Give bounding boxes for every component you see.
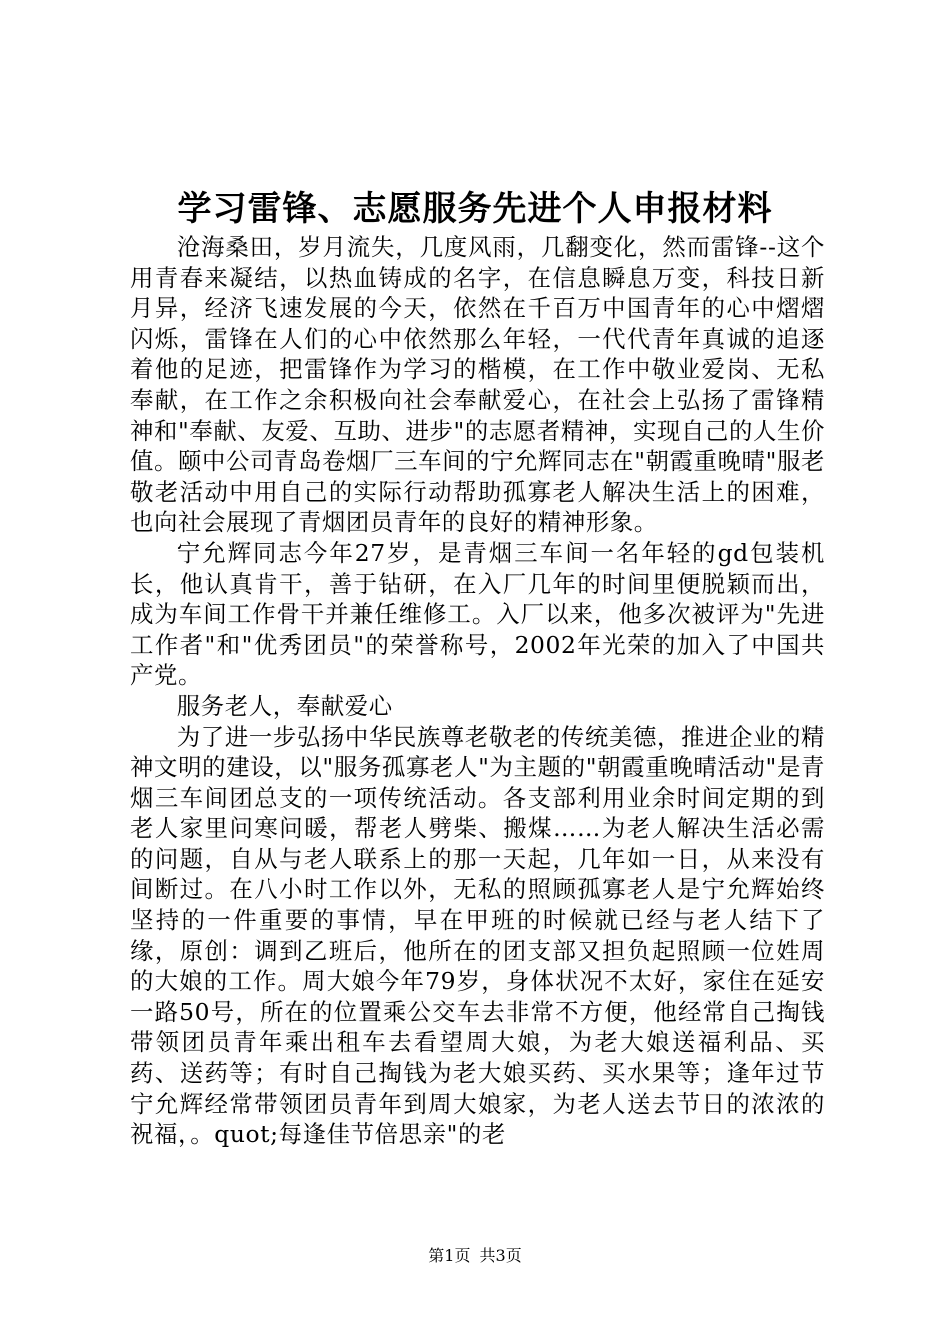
document-title: 学习雷锋、志愿服务先进个人申报材料 [177,189,773,229]
paragraph-profile: 宁允辉同志今年27岁，是青烟三车间一名年轻的gd包装机长，他认真肯干，善于钻研，在入厂几年的时间里便脱颖而出，成为车间工作骨干并兼任维修工。入厂以来，他多次被评为"先进工作者"和"优秀团员"的荣誉称号，2002年光荣的加入了中国共产党。 [130,538,825,690]
paragraph-service: 为了进一步弘扬中华民族尊老敬老的传统美德，推进企业的精神文明的建设，以"服务孤寡老人"为主题的"朝霞重晚晴活动"是青烟三车间团总支的一项传统活动。各支部利用业余时间定期的到老人家里问寒问暖，帮老人劈柴、搬煤……为老人解决生活必需的问题，自从与老人联系上的那一天起，几年如一日，从来没有间断过。在八小时工作以外，无私的照顾孤寡老人是宁允辉始终坚持的一件重要的事情，早在甲班的时候就已经与老人结下了缘，原创：调到乙班后，他所在的团支部又担负起照顾一位姓周的大娘的工作。周大娘今年79岁，身体状况不太好，家住在延安一路50号，所在的位置乘公交车去非常不方便，他经常自己掏钱带领团员青年乘出租车去看望周大娘，为老大娘送福利品、买药、送药等；有时自己掏钱为老大娘买药、买水果等；逢年过节宁允辉经常带领团员青年到周大娘家，为老人送去节日的浓浓的祝福，。quot;每逢佳节倍思亲"的老 [130,722,825,1149]
section-heading: 服务老人，奉献爱心 [176,691,393,720]
page-footer [0,1246,950,1266]
paragraph-intro: 沧海桑田，岁月流失，几度风雨，几翻变化，然而雷锋--这个用青春来凝结，以热血铸成的名字，在信息瞬息万变，科技日新月异，经济飞速发展的今天，依然在千百万中国青年的心中熠熠闪烁，雷锋在人们的心中依然那么年轻，一代代青年真诚的追逐着他的足迹，把雷锋作为学习的楷模，在工作中敬业爱岗、无私奉献，在工作之余积极向社会奉献爱心，在社会上弘扬了雷锋精神和"奉献、友爱、互助、进步"的志愿者精神，实现自己的人生价值。颐中公司青岛卷烟厂三车间的宁允辉同志在"朝霞重晚晴"服老敬老活动中用自己的实际行动帮助孤寡老人解决生活上的困难，也向社会展现了青烟团员青年的良好的精神形象。 [130,233,825,537]
page-number-total: 共3页 [479,1246,522,1265]
document-body [130,232,825,1150]
page-number-current: 第1页 [428,1246,471,1265]
